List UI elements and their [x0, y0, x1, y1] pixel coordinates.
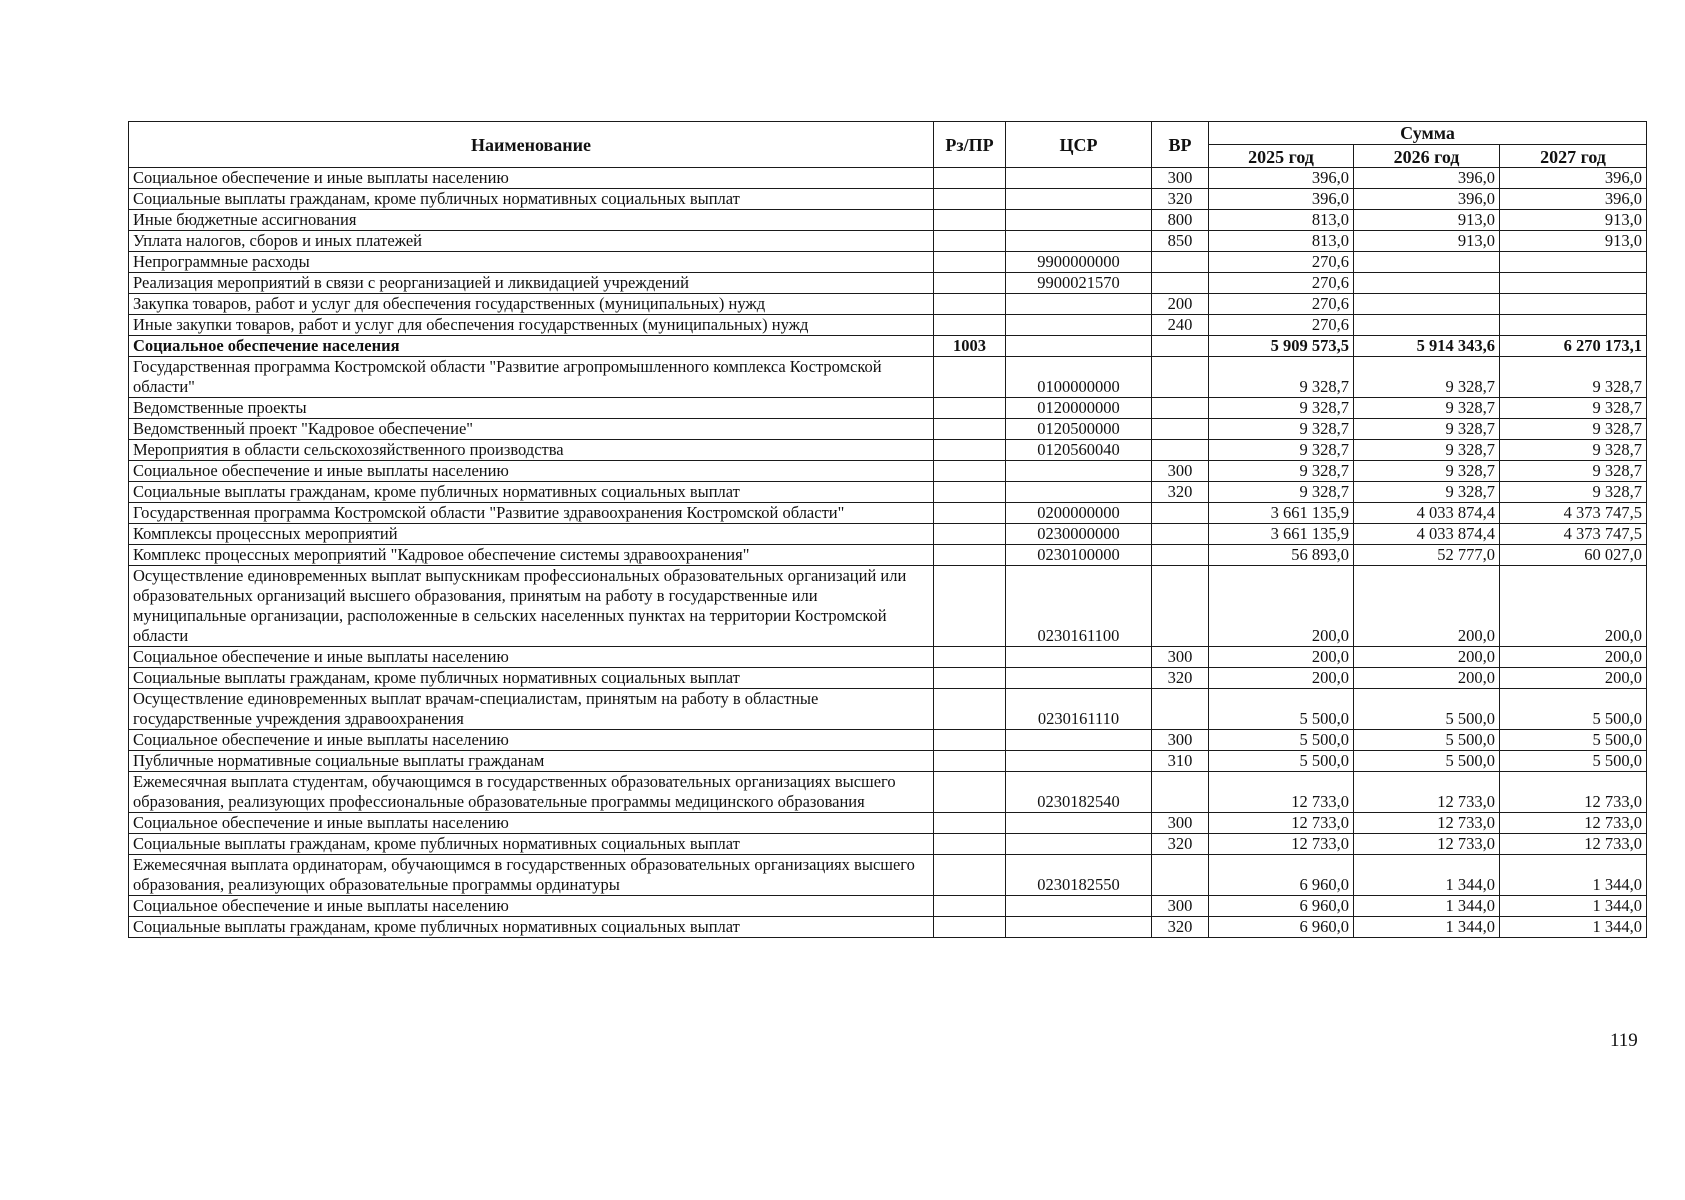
row-name: Комплексы процессных мероприятий — [129, 524, 934, 545]
row-amount-2027: 6 270 173,1 — [1500, 336, 1647, 357]
row-name: Социальное обеспечение и иные выплаты населению — [129, 647, 934, 668]
row-vr — [1152, 524, 1209, 545]
row-name: Социальное обеспечение и иные выплаты населению — [129, 813, 934, 834]
row-vr: 300 — [1152, 813, 1209, 834]
row-amount-2027: 5 500,0 — [1500, 730, 1647, 751]
row-vr — [1152, 419, 1209, 440]
row-csr — [1006, 461, 1152, 482]
row-amount-2027: 200,0 — [1500, 566, 1647, 647]
row-rzpr — [934, 545, 1006, 566]
row-amount-2026: 52 777,0 — [1354, 545, 1500, 566]
header-csr: ЦСР — [1006, 122, 1152, 168]
row-name: Социальное обеспечение и иные выплаты населению — [129, 730, 934, 751]
row-rzpr — [934, 482, 1006, 503]
row-name: Закупка товаров, работ и услуг для обеспечения государственных (муниципальных) нужд — [129, 294, 934, 315]
table-row — [129, 855, 1647, 896]
row-amount-2025: 270,6 — [1209, 315, 1354, 336]
row-name: Социальные выплаты гражданам, кроме публичных нормативных социальных выплат — [129, 834, 934, 855]
row-amount-2027: 1 344,0 — [1500, 855, 1647, 896]
row-amount-2026: 9 328,7 — [1354, 419, 1500, 440]
row-amount-2026: 4 033 874,4 — [1354, 524, 1500, 545]
row-amount-2027: 1 344,0 — [1500, 917, 1647, 938]
row-csr: 9900021570 — [1006, 273, 1152, 294]
row-amount-2026: 4 033 874,4 — [1354, 503, 1500, 524]
row-name: Ежемесячная выплата ординаторам, обучающимся в государственных образовательных организациях высшего образования, реализующих образовательные программы ординатуры — [129, 855, 934, 896]
row-csr — [1006, 294, 1152, 315]
row-rzpr — [934, 440, 1006, 461]
row-name: Публичные нормативные социальные выплаты гражданам — [129, 751, 934, 772]
row-amount-2027: 5 500,0 — [1500, 689, 1647, 730]
row-amount-2027: 5 500,0 — [1500, 751, 1647, 772]
table-row — [129, 398, 1647, 419]
row-amount-2025: 9 328,7 — [1209, 440, 1354, 461]
row-amount-2026: 9 328,7 — [1354, 461, 1500, 482]
row-csr: 0100000000 — [1006, 357, 1152, 398]
row-vr — [1152, 503, 1209, 524]
row-amount-2025: 12 733,0 — [1209, 813, 1354, 834]
row-amount-2025: 6 960,0 — [1209, 855, 1354, 896]
row-name: Непрограммные расходы — [129, 252, 934, 273]
table-row — [129, 647, 1647, 668]
table-row — [129, 482, 1647, 503]
budget-table — [128, 121, 1647, 938]
row-name: Иные бюджетные ассигнования — [129, 210, 934, 231]
row-amount-2026: 9 328,7 — [1354, 398, 1500, 419]
row-vr: 800 — [1152, 210, 1209, 231]
row-rzpr — [934, 294, 1006, 315]
row-amount-2026: 200,0 — [1354, 647, 1500, 668]
row-amount-2025: 9 328,7 — [1209, 419, 1354, 440]
row-csr: 0230182540 — [1006, 772, 1152, 813]
row-rzpr — [934, 730, 1006, 751]
row-amount-2025: 813,0 — [1209, 210, 1354, 231]
row-amount-2025: 396,0 — [1209, 168, 1354, 189]
row-amount-2025: 9 328,7 — [1209, 398, 1354, 419]
row-name: Социальные выплаты гражданам, кроме публичных нормативных социальных выплат — [129, 917, 934, 938]
row-csr: 0230161100 — [1006, 566, 1152, 647]
row-rzpr — [934, 917, 1006, 938]
row-amount-2025: 813,0 — [1209, 231, 1354, 252]
row-amount-2025: 396,0 — [1209, 189, 1354, 210]
page-number: 119 — [1610, 1030, 1638, 1051]
table-row — [129, 730, 1647, 751]
row-rzpr — [934, 252, 1006, 273]
row-csr — [1006, 231, 1152, 252]
row-vr: 300 — [1152, 647, 1209, 668]
row-amount-2026 — [1354, 273, 1500, 294]
row-amount-2026 — [1354, 252, 1500, 273]
row-rzpr — [934, 855, 1006, 896]
row-amount-2025: 9 328,7 — [1209, 461, 1354, 482]
row-rzpr — [934, 813, 1006, 834]
row-amount-2027: 12 733,0 — [1500, 834, 1647, 855]
row-amount-2025: 200,0 — [1209, 668, 1354, 689]
row-rzpr — [934, 231, 1006, 252]
row-rzpr — [934, 566, 1006, 647]
row-name: Социальное обеспечение и иные выплаты населению — [129, 168, 934, 189]
row-amount-2026: 9 328,7 — [1354, 440, 1500, 461]
row-name: Социальное обеспечение и иные выплаты населению — [129, 896, 934, 917]
table-row — [129, 357, 1647, 398]
row-amount-2026 — [1354, 294, 1500, 315]
table-row — [129, 294, 1647, 315]
row-vr: 310 — [1152, 751, 1209, 772]
row-name: Осуществление единовременных выплат врачам-специалистам, принятым на работу в областные государственные учреждения здравоохранения — [129, 689, 934, 730]
row-amount-2025: 12 733,0 — [1209, 772, 1354, 813]
row-amount-2027 — [1500, 315, 1647, 336]
row-csr — [1006, 168, 1152, 189]
row-name: Осуществление единовременных выплат выпускникам профессиональных образовательных организаций или образовательных организаций высшего образования, принятым на работу в государственные или муниципальные организации, расположенные в сельских населенных пунктах на территории Костромской области — [129, 566, 934, 647]
row-amount-2026: 12 733,0 — [1354, 813, 1500, 834]
row-rzpr — [934, 751, 1006, 772]
row-csr — [1006, 751, 1152, 772]
row-rzpr — [934, 189, 1006, 210]
row-name: Комплекс процессных мероприятий "Кадровое обеспечение системы здравоохранения" — [129, 545, 934, 566]
table-row — [129, 917, 1647, 938]
row-rzpr — [934, 772, 1006, 813]
row-csr — [1006, 896, 1152, 917]
row-rzpr — [934, 315, 1006, 336]
row-name: Социальные выплаты гражданам, кроме публичных нормативных социальных выплат — [129, 189, 934, 210]
row-amount-2027: 1 344,0 — [1500, 896, 1647, 917]
table-row — [129, 440, 1647, 461]
row-csr — [1006, 189, 1152, 210]
row-csr — [1006, 730, 1152, 751]
row-amount-2025: 9 328,7 — [1209, 357, 1354, 398]
table-row — [129, 419, 1647, 440]
row-amount-2026: 12 733,0 — [1354, 772, 1500, 813]
row-name: Ежемесячная выплата студентам, обучающимся в государственных образовательных организациях высшего образования, реализующих профессиональные образовательные программы медицинского образования — [129, 772, 934, 813]
table-row — [129, 896, 1647, 917]
row-vr: 300 — [1152, 168, 1209, 189]
row-vr: 850 — [1152, 231, 1209, 252]
row-amount-2025: 270,6 — [1209, 252, 1354, 273]
row-vr — [1152, 273, 1209, 294]
row-vr — [1152, 545, 1209, 566]
row-amount-2025: 6 960,0 — [1209, 896, 1354, 917]
row-csr — [1006, 336, 1152, 357]
row-csr — [1006, 210, 1152, 231]
row-amount-2026: 396,0 — [1354, 168, 1500, 189]
row-amount-2027: 9 328,7 — [1500, 357, 1647, 398]
row-amount-2027: 12 733,0 — [1500, 772, 1647, 813]
row-rzpr — [934, 524, 1006, 545]
row-csr — [1006, 647, 1152, 668]
row-amount-2025: 5 500,0 — [1209, 689, 1354, 730]
row-amount-2027 — [1500, 252, 1647, 273]
header-2027: 2027 год — [1500, 145, 1647, 168]
row-amount-2027: 9 328,7 — [1500, 419, 1647, 440]
row-rzpr — [934, 461, 1006, 482]
row-vr — [1152, 440, 1209, 461]
row-amount-2027: 396,0 — [1500, 189, 1647, 210]
table-row — [129, 273, 1647, 294]
row-amount-2026 — [1354, 315, 1500, 336]
row-amount-2025: 5 500,0 — [1209, 730, 1354, 751]
row-csr: 0230100000 — [1006, 545, 1152, 566]
row-name: Ведомственный проект "Кадровое обеспечение" — [129, 419, 934, 440]
row-vr — [1152, 357, 1209, 398]
row-vr — [1152, 252, 1209, 273]
table-row — [129, 751, 1647, 772]
row-amount-2027: 4 373 747,5 — [1500, 503, 1647, 524]
row-amount-2025: 12 733,0 — [1209, 834, 1354, 855]
row-name: Реализация мероприятий в связи с реорганизацией и ликвидацией учреждений — [129, 273, 934, 294]
row-rzpr — [934, 419, 1006, 440]
row-name: Государственная программа Костромской области "Развитие здравоохранения Костромской области" — [129, 503, 934, 524]
header-rzpr: Рз/ПР — [934, 122, 1006, 168]
row-amount-2026: 9 328,7 — [1354, 357, 1500, 398]
row-amount-2027: 4 373 747,5 — [1500, 524, 1647, 545]
row-vr: 300 — [1152, 730, 1209, 751]
row-amount-2026: 200,0 — [1354, 566, 1500, 647]
row-amount-2026: 1 344,0 — [1354, 855, 1500, 896]
row-csr — [1006, 668, 1152, 689]
row-amount-2025: 3 661 135,9 — [1209, 524, 1354, 545]
row-amount-2027: 396,0 — [1500, 168, 1647, 189]
row-name: Ведомственные проекты — [129, 398, 934, 419]
row-amount-2025: 5 909 573,5 — [1209, 336, 1354, 357]
row-amount-2026: 5 914 343,6 — [1354, 336, 1500, 357]
table-row — [129, 315, 1647, 336]
table-row — [129, 566, 1647, 647]
row-amount-2026: 913,0 — [1354, 210, 1500, 231]
row-amount-2025: 6 960,0 — [1209, 917, 1354, 938]
table-row — [129, 545, 1647, 566]
row-amount-2027: 913,0 — [1500, 210, 1647, 231]
table-row — [129, 772, 1647, 813]
row-csr — [1006, 315, 1152, 336]
row-csr — [1006, 834, 1152, 855]
row-csr: 0120560040 — [1006, 440, 1152, 461]
row-rzpr — [934, 503, 1006, 524]
header-sum: Сумма — [1209, 122, 1647, 145]
row-amount-2025: 56 893,0 — [1209, 545, 1354, 566]
row-vr: 200 — [1152, 294, 1209, 315]
table-row — [129, 668, 1647, 689]
row-csr: 0120000000 — [1006, 398, 1152, 419]
row-vr — [1152, 398, 1209, 419]
row-name: Социальное обеспечение населения — [129, 336, 934, 357]
row-amount-2026: 5 500,0 — [1354, 689, 1500, 730]
row-amount-2026: 913,0 — [1354, 231, 1500, 252]
header-name: Наименование — [129, 122, 934, 168]
row-rzpr — [934, 834, 1006, 855]
row-vr: 320 — [1152, 668, 1209, 689]
row-amount-2027: 9 328,7 — [1500, 461, 1647, 482]
row-amount-2026: 396,0 — [1354, 189, 1500, 210]
row-amount-2027: 200,0 — [1500, 668, 1647, 689]
row-csr: 0200000000 — [1006, 503, 1152, 524]
table-row — [129, 210, 1647, 231]
row-amount-2027: 9 328,7 — [1500, 482, 1647, 503]
row-rzpr — [934, 398, 1006, 419]
row-amount-2025: 9 328,7 — [1209, 482, 1354, 503]
row-vr: 320 — [1152, 482, 1209, 503]
table-row — [129, 336, 1647, 357]
table-row — [129, 168, 1647, 189]
document-page — [128, 121, 1646, 938]
table-row — [129, 231, 1647, 252]
table-row — [129, 252, 1647, 273]
row-amount-2026: 5 500,0 — [1354, 751, 1500, 772]
table-row — [129, 524, 1647, 545]
row-csr — [1006, 917, 1152, 938]
row-amount-2027: 12 733,0 — [1500, 813, 1647, 834]
row-amount-2025: 270,6 — [1209, 294, 1354, 315]
row-amount-2027: 913,0 — [1500, 231, 1647, 252]
row-name: Социальные выплаты гражданам, кроме публичных нормативных социальных выплат — [129, 482, 934, 503]
row-amount-2027: 9 328,7 — [1500, 440, 1647, 461]
row-amount-2025: 200,0 — [1209, 647, 1354, 668]
row-vr — [1152, 772, 1209, 813]
row-vr: 320 — [1152, 189, 1209, 210]
row-amount-2027: 200,0 — [1500, 647, 1647, 668]
table-body — [129, 168, 1647, 938]
table-row — [129, 834, 1647, 855]
row-csr: 0230000000 — [1006, 524, 1152, 545]
row-csr: 0120500000 — [1006, 419, 1152, 440]
row-rzpr — [934, 168, 1006, 189]
row-amount-2026: 1 344,0 — [1354, 917, 1500, 938]
row-rzpr — [934, 689, 1006, 730]
table-row — [129, 503, 1647, 524]
row-name: Уплата налогов, сборов и иных платежей — [129, 231, 934, 252]
header-vr: ВР — [1152, 122, 1209, 168]
row-csr: 0230182550 — [1006, 855, 1152, 896]
row-amount-2027 — [1500, 273, 1647, 294]
row-name: Мероприятия в области сельскохозяйственного производства — [129, 440, 934, 461]
row-rzpr — [934, 357, 1006, 398]
row-csr: 9900000000 — [1006, 252, 1152, 273]
row-amount-2027 — [1500, 294, 1647, 315]
row-name: Иные закупки товаров, работ и услуг для обеспечения государственных (муниципальных) нужд — [129, 315, 934, 336]
row-amount-2027: 60 027,0 — [1500, 545, 1647, 566]
row-vr — [1152, 566, 1209, 647]
row-vr: 320 — [1152, 917, 1209, 938]
row-amount-2026: 5 500,0 — [1354, 730, 1500, 751]
row-amount-2025: 5 500,0 — [1209, 751, 1354, 772]
table-row — [129, 461, 1647, 482]
row-rzpr — [934, 210, 1006, 231]
header-2025: 2025 год — [1209, 145, 1354, 168]
row-vr — [1152, 336, 1209, 357]
row-amount-2025: 270,6 — [1209, 273, 1354, 294]
table-row — [129, 689, 1647, 730]
row-vr: 300 — [1152, 896, 1209, 917]
row-csr: 0230161110 — [1006, 689, 1152, 730]
row-vr: 300 — [1152, 461, 1209, 482]
row-rzpr — [934, 668, 1006, 689]
table-header-row — [129, 122, 1647, 145]
row-vr: 320 — [1152, 834, 1209, 855]
row-rzpr — [934, 896, 1006, 917]
row-csr — [1006, 482, 1152, 503]
row-vr — [1152, 855, 1209, 896]
row-name: Государственная программа Костромской области "Развитие агропромышленного комплекса Костромской области" — [129, 357, 934, 398]
header-2026: 2026 год — [1354, 145, 1500, 168]
row-rzpr — [934, 647, 1006, 668]
row-amount-2026: 12 733,0 — [1354, 834, 1500, 855]
row-amount-2027: 9 328,7 — [1500, 398, 1647, 419]
row-vr: 240 — [1152, 315, 1209, 336]
row-rzpr — [934, 273, 1006, 294]
row-amount-2026: 200,0 — [1354, 668, 1500, 689]
table-row — [129, 813, 1647, 834]
row-amount-2025: 3 661 135,9 — [1209, 503, 1354, 524]
row-rzpr: 1003 — [934, 336, 1006, 357]
table-row — [129, 189, 1647, 210]
row-name: Социальное обеспечение и иные выплаты населению — [129, 461, 934, 482]
row-vr — [1152, 689, 1209, 730]
row-amount-2025: 200,0 — [1209, 566, 1354, 647]
row-amount-2026: 9 328,7 — [1354, 482, 1500, 503]
row-csr — [1006, 813, 1152, 834]
row-amount-2026: 1 344,0 — [1354, 896, 1500, 917]
row-name: Социальные выплаты гражданам, кроме публичных нормативных социальных выплат — [129, 668, 934, 689]
